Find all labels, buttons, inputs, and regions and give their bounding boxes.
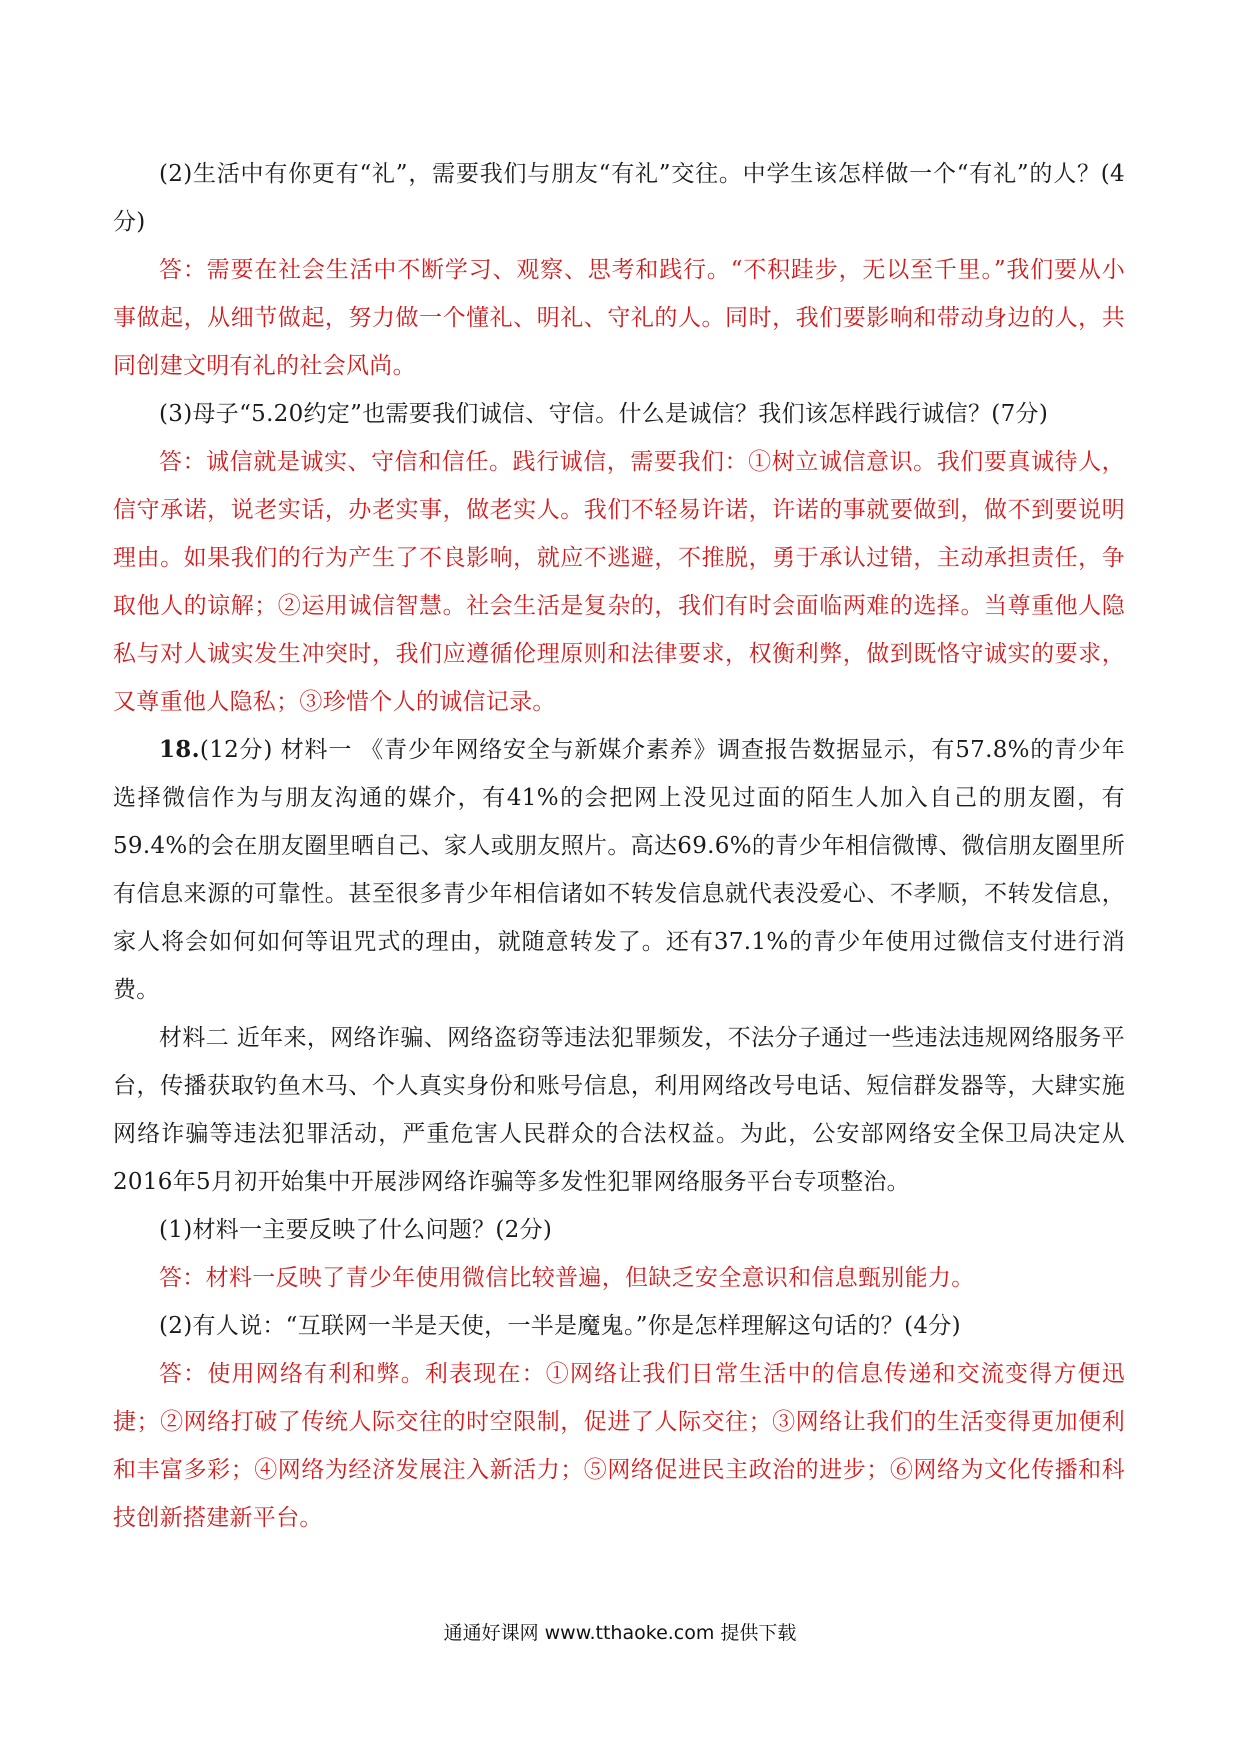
- q17-part2-question: (2)生活中有你更有“礼”，需要我们与朋友“有礼”交往。中学生该怎样做一个“有礼”的人？(4分): [113, 161, 1125, 235]
- q18-material-two: 材料二 近年来，网络诈骗、网络盗窃等违法犯罪频发，不法分子通过一些违法违规网络服务平台，传播获取钓鱼木马、个人真实身份和账号信息，利用网络改号电话、短信群发器等，大肆实施网络诈骗等违法犯罪活动，严重危害人民群众的合法权益。为此，公安部网络安全保卫局决定从2016年5月初开始集中开展涉网络诈骗等多发性犯罪网络服务平台专项整治。: [113, 1025, 1125, 1195]
- q18-part1-question: (1)材料一主要反映了什么问题？(2分): [159, 1217, 553, 1243]
- q18-part2-question: (2)有人说：“互联网一半是天使，一半是魔鬼。”你是怎样理解这句话的？(4分): [159, 1313, 961, 1339]
- q18-part2-answer: 答：使用网络有利和弊。利表现在：①网络让我们日常生活中的信息传递和交流变得方便迅捷；②网络打破了传统人际交往的时空限制，促进了人际交往；③网络让我们的生活变得更加便利和丰富多彩；④网络为经济发展注入新活力；⑤网络促进民主政治的进步；⑥网络为文化传播和科技创新搭建新平台。: [113, 1361, 1125, 1531]
- q18-number: 18.: [159, 736, 200, 763]
- q18-part1-answer: 答：材料一反映了青少年使用微信比较普遍，但缺乏安全意识和信息甄别能力。: [159, 1265, 975, 1291]
- page-footer: 通通好课网 www.tthaoke.com 提供下载: [443, 1622, 797, 1644]
- q18-material-one: [113, 726, 1125, 1014]
- q17-part3-answer: 答：诚信就是诚实、守信和信任。践行诚信，需要我们：①树立诚信意识。我们要真诚待人，信守承诺，说老实话，办老实事，做老实人。我们不轻易许诺，许诺的事就要做到，做不到要说明理由。如果我们的行为产生了不良影响，就应不逃避，不推脱，勇于承认过错，主动承担责任，争取他人的谅解；②运用诚信智慧。社会生活是复杂的，我们有时会面临两难的选择。当尊重他人隐私与对人诚实发生冲突时，我们应遵循伦理原则和法律要求，权衡利弊，做到既恪守诚实的要求，又尊重他人隐私；③珍惜个人的诚信记录。: [113, 449, 1125, 715]
- document-body: [113, 150, 1125, 1542]
- q17-part3-question: (3)母子“5.20约定”也需要我们诚信、守信。什么是诚信？我们该怎样践行诚信？(7分): [159, 401, 1049, 427]
- q18-material-one-text: (12分) 材料一 《青少年网络安全与新媒介素养》调查报告数据显示，有57.8%的青少年选择微信作为与朋友沟通的媒介，有41%的会把网上没见过面的陌生人加入自己的朋友圈，有59.4%的会在朋友圈里晒自己、家人或朋友照片。高达69.6%的青少年相信微博、微信朋友圈里所有信息来源的可靠性。甚至很多青少年相信诸如不转发信息就代表没爱心、不孝顺，不转发信息，家人将会如何如何等诅咒式的理由，就随意转发了。还有37.1%的青少年使用过微信支付进行消费。: [113, 737, 1125, 1003]
- q17-part2-answer: 答：需要在社会生活中不断学习、观察、思考和践行。“不积跬步，无以至千里。”我们要从小事做起，从细节做起，努力做一个懂礼、明礼、守礼的人。同时，我们要影响和带动身边的人，共同创建文明有礼的社会风尚。: [113, 257, 1125, 379]
